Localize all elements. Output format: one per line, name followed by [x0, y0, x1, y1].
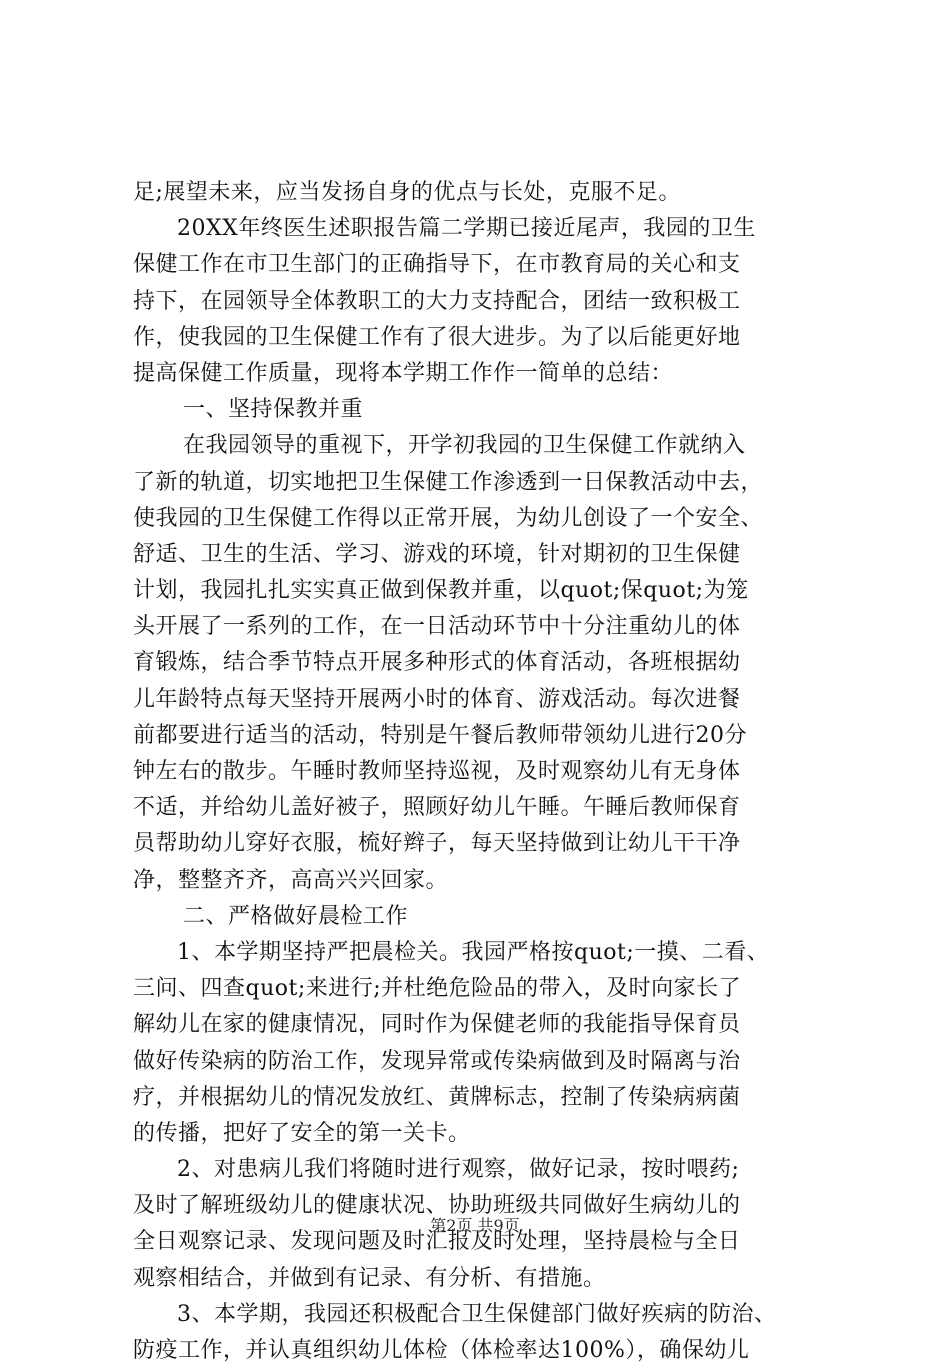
text-line: 不适，并给幼儿盖好被子，照顾好幼儿午睡。午睡后教师保育 — [133, 795, 741, 821]
text-line: 前都要进行适当的活动，特别是午餐后教师带领幼儿进行20分 — [133, 722, 747, 748]
text-line: 持下，在园领导全体教职工的大力支持配合，团结一致积极工 — [133, 288, 741, 314]
text-line: 作，使我园的卫生保健工作有了很大进步。为了以后能更好地 — [133, 324, 741, 350]
paragraph-start-line: 在我园领导的重视下，开学初我园的卫生保健工作就纳入 — [183, 433, 746, 459]
section-heading-2: 二、严格做好晨检工作 — [183, 903, 409, 929]
paragraph-start-line: 1、本学期坚持严把晨检关。我园严格按quot;一摸、二看、 — [177, 939, 770, 965]
text-line: 足;展望未来，应当发扬自身的优点与长处，克服不足。 — [133, 180, 681, 205]
section-heading-1: 一、坚持保教并重 — [183, 397, 364, 423]
page-number-footer: 第2页 共9页 — [430, 1216, 520, 1235]
document-body — [133, 175, 833, 1369]
text-line: 舒适、卫生的生活、学习、游戏的环境，针对期初的卫生保健 — [133, 541, 741, 567]
text-line: 保健工作在市卫生部门的正确指导下，在市教育局的关心和支 — [133, 252, 741, 278]
text-line: 使我园的卫生保健工作得以正常开展，为幼儿创设了一个安全、 — [133, 505, 764, 531]
text-line: 疗，并根据幼儿的情况发放红、黄牌标志，控制了传染病病菌 — [133, 1084, 741, 1110]
text-line: 净，整整齐齐，高高兴兴回家。 — [133, 867, 449, 893]
text-line: 员帮助幼儿穿好衣服，梳好辫子，每天坚持做到让幼儿干干净 — [133, 831, 741, 857]
text-line: 提高保健工作质量，现将本学期工作作一简单的总结： — [133, 360, 674, 386]
text-line: 做好传染病的防治工作，发现异常或传染病做到及时隔离与治 — [133, 1048, 741, 1074]
text-line: 解幼儿在家的健康情况，同时作为保健老师的我能指导保育员 — [133, 1012, 741, 1038]
text-line: 三问、四查quot;来进行;并杜绝危险品的带入，及时向家长了 — [133, 976, 742, 1002]
text-line: 计划，我园扎扎实实真正做到保教并重，以quot;保quot;为笼 — [133, 578, 749, 604]
text-line: 儿年龄特点每天坚持开展两小时的体育、游戏活动。每次进餐 — [133, 686, 741, 712]
text-line: 观察相结合，并做到有记录、有分析、有措施。 — [133, 1265, 606, 1291]
text-line: 的传播，把好了安全的第一关卡。 — [133, 1120, 471, 1146]
text-line: 头开展了一系列的工作，在一日活动环节中十分注重幼儿的体 — [133, 614, 741, 640]
text-line: 防疫工作，并认真组织幼儿体检（体检率达100%），确保幼儿 — [133, 1338, 750, 1363]
paragraph-start-line: 20XX年终医生述职报告篇二学期已接近尾声，我园的卫生 — [177, 216, 756, 242]
text-line: 了新的轨道，切实地把卫生保健工作渗透到一日保教活动中去， — [133, 469, 764, 495]
paragraph-start-line: 2、对患病儿我们将随时进行观察，做好记录，按时喂药; — [177, 1157, 740, 1183]
text-line: 育锻炼，结合季节特点开展多种形式的体育活动，各班根据幼 — [133, 650, 741, 676]
text-line: 全日观察记录、发现问题及时汇报及时处理，坚持晨检与全日 — [133, 1229, 741, 1255]
paragraph-start-line: 3、本学期，我园还积极配合卫生保健部门做好疾病的防治、 — [177, 1301, 777, 1327]
text-line: 及时了解班级幼儿的健康状况、协助班级共同做好生病幼儿的 — [133, 1193, 741, 1219]
text-line: 钟左右的散步。午睡时教师坚持巡视，及时观察幼儿有无身体 — [133, 759, 741, 784]
